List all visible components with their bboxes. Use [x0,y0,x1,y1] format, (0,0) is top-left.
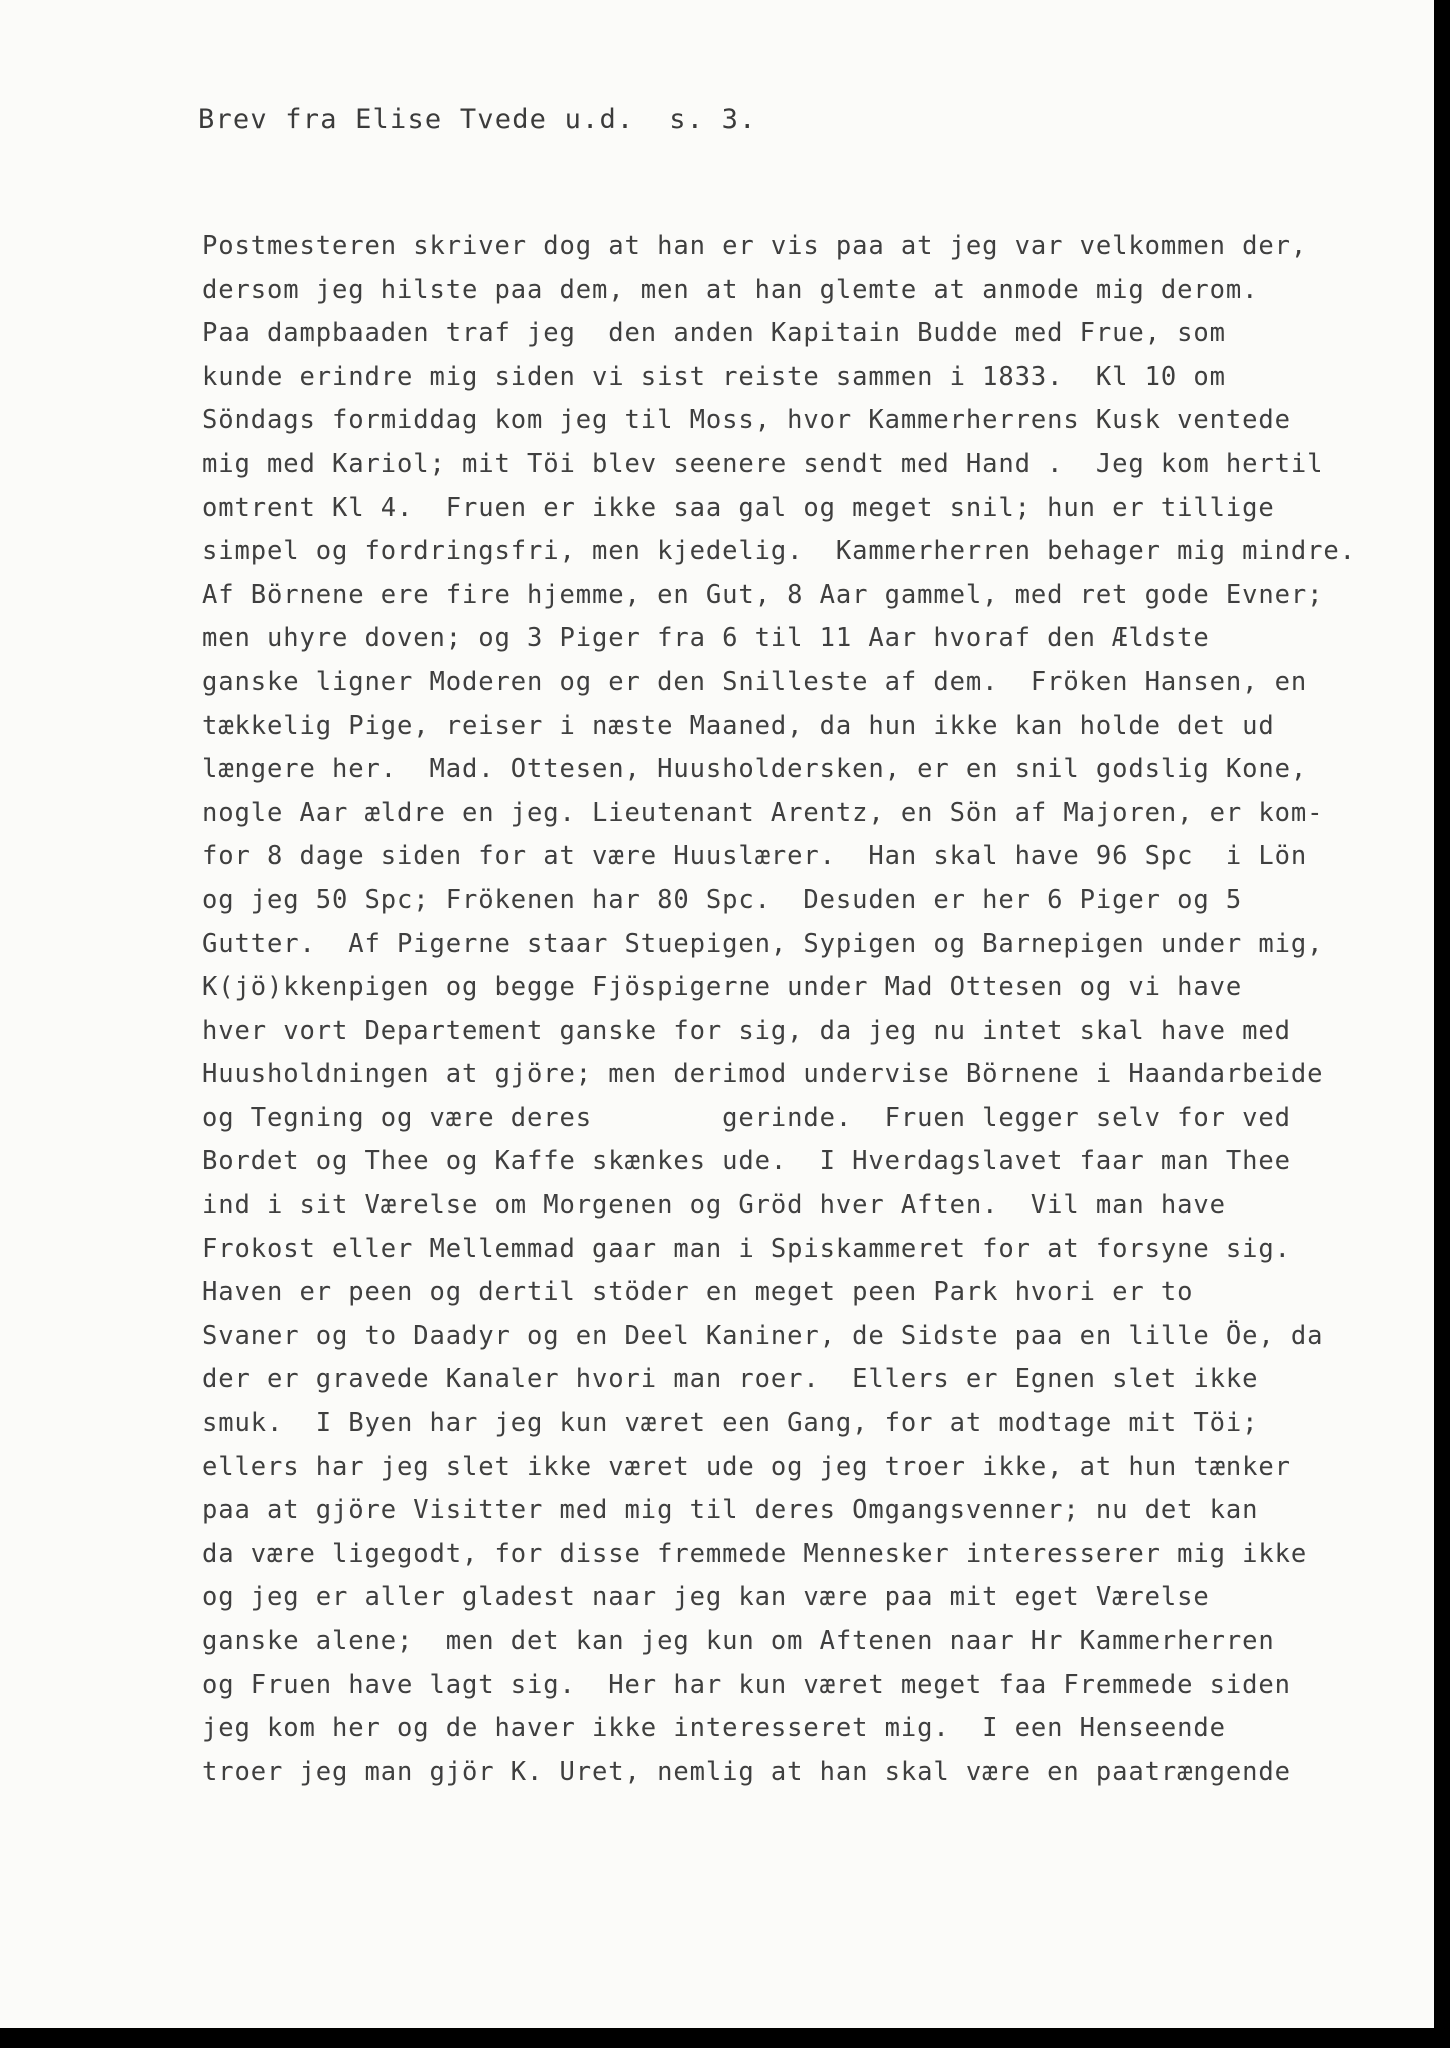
text-line: Af Börnene ere fire hjemme, en Gut, 8 Aar gammel, med ret gode Evner; [202,579,1324,610]
text-line: for 8 dage siden for at være Huuslærer. Han skal have 96 Spc i Lön [202,841,1308,872]
text-line: Paa dampbaaden traf jeg den anden Kapitain Budde med Frue, som [202,318,1226,349]
text-line: der er gravede Kanaler hvori man roer. Ellers er Egnen slet ikke [202,1364,1259,1395]
text-line: Haven er peen og dertil stöder en meget peen Park hvori er to [202,1277,1194,1308]
text-line: og jeg er aller gladest naar jeg kan være paa mit eget Værelse [202,1582,1210,1613]
text-line: ganske ligner Moderen og er den Snilleste af dem. Fröken Hansen, en [202,666,1308,697]
text-line: ganske alene; men det kan jeg kun om Aftenen naar Hr Kammerherren [202,1626,1275,1656]
document-body [202,225,1356,1794]
text-line: Svaner og to Daadyr og en Deel Kaniner, de Sidste paa en lille Öe, da [202,1320,1324,1351]
text-line: mig med Kariol; mit Töi blev seenere sendt med Hand . Jeg kom hertil [202,448,1324,479]
text-line: Bordet og Thee og Kaffe skænkes ude. I Hverdagslavet faar man Thee [202,1146,1291,1177]
text-line: omtrent Kl 4. Fruen er ikke saa gal og meget snil; hun er tillige [202,492,1275,523]
text-line: Söndags formiddag kom jeg til Moss, hvor Kammerherrens Kusk ventede [202,405,1291,436]
text-line: hver vort Departement ganske for sig, da jeg nu intet skal have med [202,1015,1291,1046]
text-line: troer jeg man gjör K. Uret, nemlig at han skal være en paatrængende [202,1756,1291,1787]
text-line: simpel og fordringsfri, men kjedelig. Kammerherren behager mig mindre. [202,536,1356,567]
text-line: jeg kom her og de haver ikke interesseret mig. I een Henseende [202,1713,1226,1744]
text-line: Frokost eller Mellemmad gaar man i Spiskammeret for at forsyne sig. [202,1233,1291,1264]
text-line: og Tegning og være deres gerinde. Fruen legger selv for ved [202,1102,1291,1133]
text-line: K(jö)kkenpigen og begge Fjöspigerne under Mad Ottesen og vi have [202,972,1243,1003]
text-line: men uhyre doven; og 3 Piger fra 6 til 11 Aar hvoraf den Ældste [202,623,1210,654]
text-line: Postmesteren skriver dog at han er vis paa at jeg var velkommen der, [202,231,1308,261]
text-line: Gutter. Af Pigerne staar Stuepigen, Sypigen og Barnepigen under mig, [202,928,1324,959]
text-line: smuk. I Byen har jeg kun været een Gang, for at modtage mit Töi; [202,1408,1259,1439]
document-heading: Brev fra Elise Tvede u.d. s. 3. [198,104,757,135]
text-line: længere her. Mad. Ottesen, Huusholdersken, er en snil godslig Kone, [202,754,1308,785]
text-line: Huusholdningen at gjöre; men derimod undervise Börnene i Haandarbeide [202,1059,1324,1090]
text-line: og jeg 50 Spc; Frökenen har 80 Spc. Desuden er her 6 Piger og 5 [202,884,1243,915]
text-line: tækkelig Pige, reiser i næste Maaned, da hun ikke kan holde det ud [202,710,1275,741]
text-line: da være ligegodt, for disse fremmede Mennesker interesserer mig ikke [202,1538,1308,1569]
text-line: ind i sit Værelse om Morgenen og Gröd hver Aften. Vil man have [202,1190,1226,1221]
text-line: paa at gjöre Visitter med mig til deres Omgangsvenner; nu det kan [202,1495,1259,1526]
text-line: ellers har jeg slet ikke været ude og jeg troer ikke, at hun tænker [202,1451,1291,1482]
text-line: kunde erindre mig siden vi sist reiste sammen i 1833. Kl 10 om [202,361,1226,392]
text-line: dersom jeg hilste paa dem, men at han glemte at anmode mig derom. [202,274,1259,305]
text-line: nogle Aar ældre en jeg. Lieutenant Arentz, en Sön af Majoren, er kom- [202,797,1324,828]
text-line: og Fruen have lagt sig. Her har kun været meget faa Fremmede siden [202,1669,1291,1700]
